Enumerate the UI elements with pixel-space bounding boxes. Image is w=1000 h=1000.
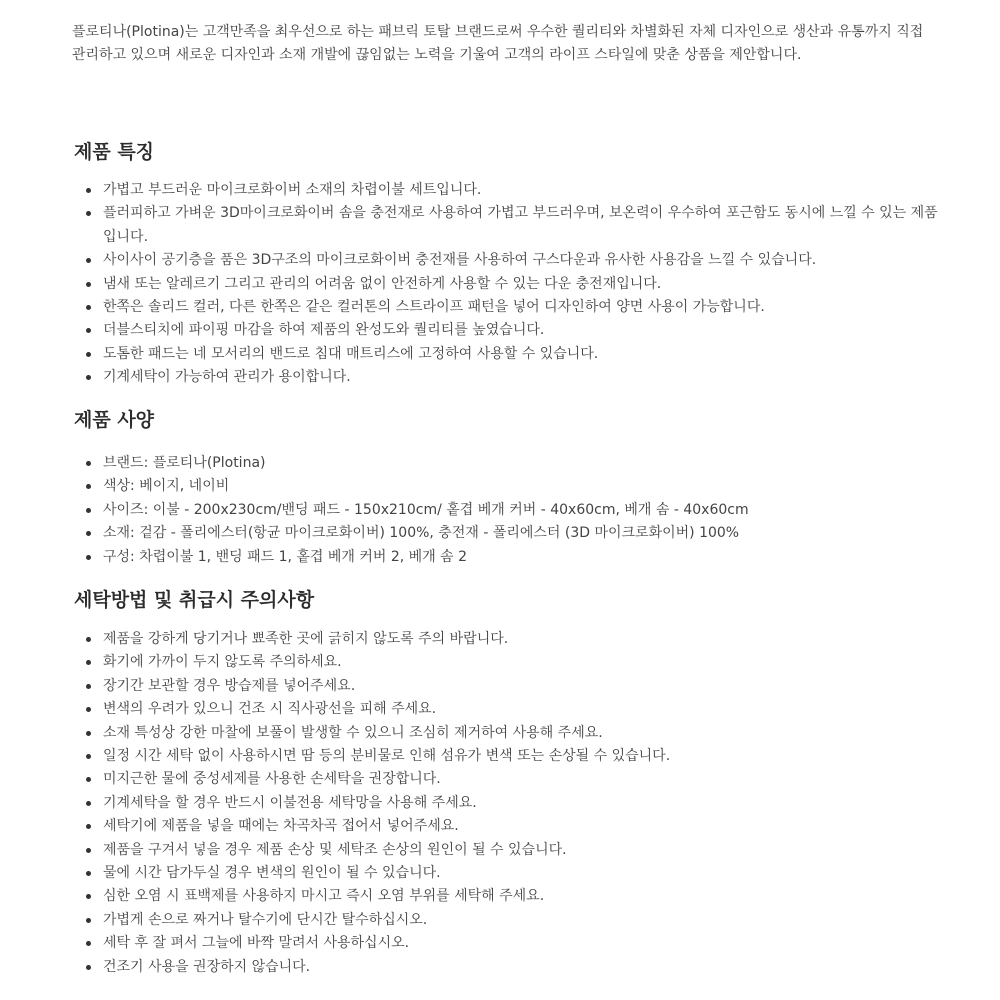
list-item: 심한 오염 시 표백제를 사용하지 마시고 즉시 오염 부위를 세탁해 주세요. xyxy=(86,885,946,908)
list-item: 더블스티치에 파이핑 마감을 하여 제품의 완성도와 퀄리티를 높였습니다. xyxy=(86,319,946,342)
list-item: 변색의 우려가 있으니 건조 시 직사광선을 피해 주세요. xyxy=(86,698,946,721)
features-list xyxy=(86,179,946,390)
list-item: 구성: 차렵이불 1, 밴딩 패드 1, 홑겹 베개 커버 2, 베개 솜 2 xyxy=(86,546,946,569)
care-instructions-list xyxy=(86,628,946,979)
list-item: 기계세탁을 할 경우 반드시 이불전용 세탁망을 사용해 주세요. xyxy=(86,792,946,815)
list-item: 사이즈: 이불 - 200x230cm/밴딩 패드 - 150x210cm/ 홑겹 베개 커버 - 40x60cm, 베개 솜 - 40x60cm xyxy=(86,499,946,522)
list-item: 제품을 구겨서 넣을 경우 제품 손상 및 세탁조 손상의 원인이 될 수 있습니다. xyxy=(86,839,946,862)
list-item: 소재 특성상 강한 마찰에 보풀이 발생할 수 있으니 조심히 제거하여 사용해 주세요. xyxy=(86,722,946,745)
features-heading: 제품 특징 xyxy=(74,141,155,163)
list-item: 세탁 후 잘 펴서 그늘에 바짝 말려서 사용하십시오. xyxy=(86,932,946,955)
specifications-heading: 제품 사양 xyxy=(74,409,155,431)
list-item: 건조기 사용을 권장하지 않습니다. xyxy=(86,956,946,979)
list-item: 브랜드: 플로티나(Plotina) xyxy=(86,452,946,475)
intro-paragraph: 플로티나(Plotina)는 고객만족을 최우선으로 하는 패브릭 토탈 브랜드로써 우수한 퀄리티와 차별화된 자체 디자인으로 생산과 유통까지 직접 관리하고 있으며 새로운 디자인과 소재 개발에 끊임없는 노력을 기울여 고객의 라이프 스타일에 맞춘 상품을 제안합니다. xyxy=(72,24,924,63)
list-item: 한쪽은 솔리드 컬러, 다른 한쪽은 같은 컬러톤의 스트라이프 패턴을 넣어 디자인하여 양면 사용이 가능합니다. xyxy=(86,296,946,319)
list-item: 냄새 또는 알레르기 그리고 관리의 어려움 없이 안전하게 사용할 수 있는 다운 충전재입니다. xyxy=(86,273,946,296)
care-instructions-heading: 세탁방법 및 취급시 주의사항 xyxy=(74,589,315,611)
specifications-list xyxy=(86,452,946,569)
list-item: 일정 시간 세탁 없이 사용하시면 땀 등의 분비물로 인해 섬유가 변색 또는 손상될 수 있습니다. xyxy=(86,745,946,768)
list-item: 기계세탁이 가능하여 관리가 용이합니다. xyxy=(86,366,946,389)
list-item: 도톰한 패드는 네 모서리의 밴드로 침대 매트리스에 고정하여 사용할 수 있습니다. xyxy=(86,343,946,366)
list-item: 소재: 겉감 - 폴리에스터(항균 마이크로화이버) 100%, 충전재 - 폴리에스터 (3D 마이크로화이버) 100% xyxy=(86,522,946,545)
list-item: 세탁기에 제품을 넣을 때에는 차곡차곡 접어서 넣어주세요. xyxy=(86,815,946,838)
list-item: 가볍게 손으로 짜거나 탈수기에 단시간 탈수하십시오. xyxy=(86,909,946,932)
list-item: 제품을 강하게 당기거나 뾰족한 곳에 긁히지 않도록 주의 바랍니다. xyxy=(86,628,946,651)
list-item: 색상: 베이지, 네이비 xyxy=(86,475,946,498)
list-item: 물에 시간 담가두실 경우 변색의 원인이 될 수 있습니다. xyxy=(86,862,946,885)
list-item: 화기에 가까이 두지 않도록 주의하세요. xyxy=(86,651,946,674)
list-item: 미지근한 물에 중성세제를 사용한 손세탁을 권장합니다. xyxy=(86,768,946,791)
list-item: 플러피하고 가벼운 3D마이크로화이버 솜을 충전재로 사용하여 가볍고 부드러우며, 보온력이 우수하여 포근함도 동시에 느낄 수 있는 제품입니다. xyxy=(86,202,946,249)
list-item: 사이사이 공기층을 품은 3D구조의 마이크로화이버 충전재를 사용하여 구스다운과 유사한 사용감을 느낄 수 있습니다. xyxy=(86,249,946,272)
list-item: 장기간 보관할 경우 방습제를 넣어주세요. xyxy=(86,675,946,698)
list-item: 가볍고 부드러운 마이크로화이버 소재의 차렵이불 세트입니다. xyxy=(86,179,946,202)
